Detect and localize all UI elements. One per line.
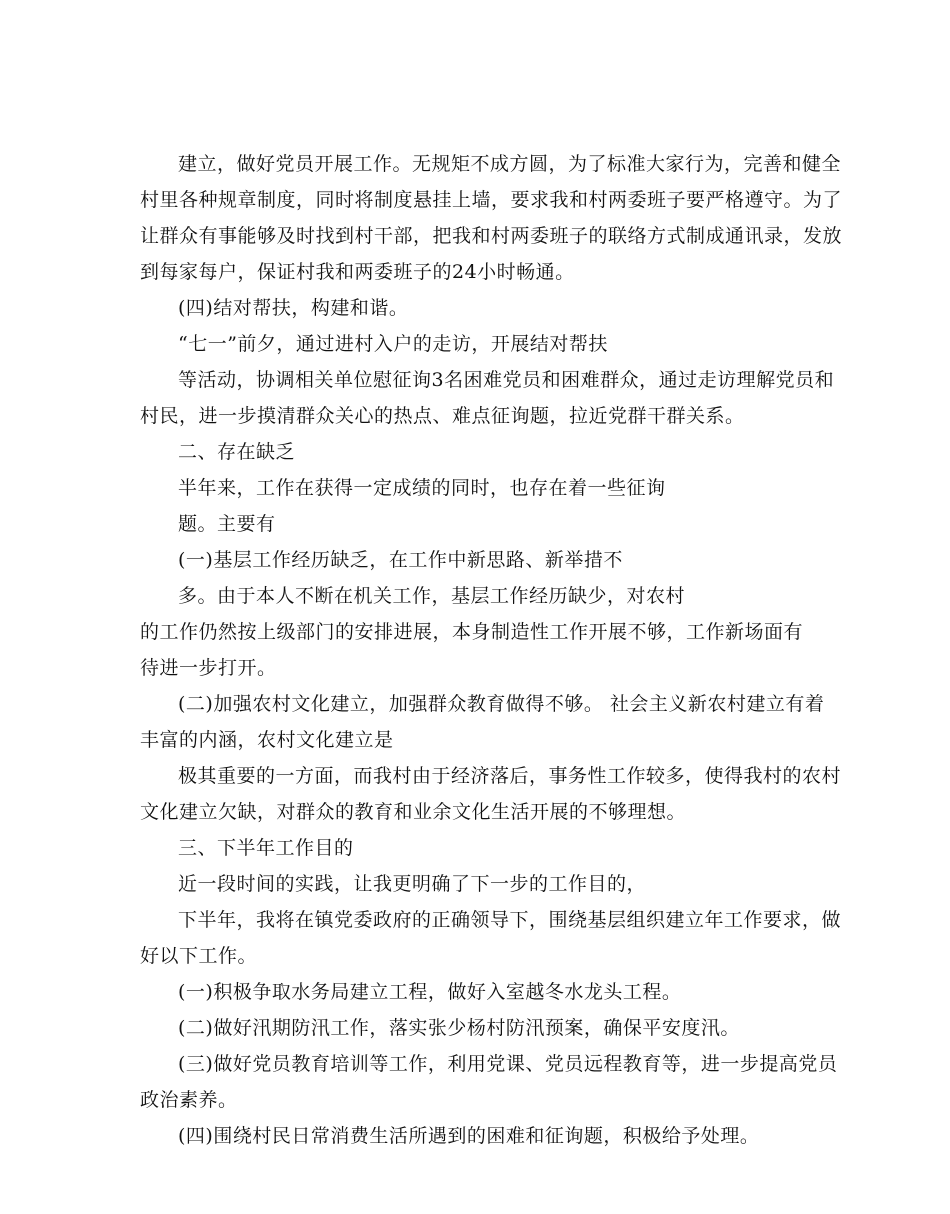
text-line: 近一段时间的实践，让我更明确了下一步的工作目的， <box>178 873 647 895</box>
text-line: (四)结对帮扶，构建和谐。 <box>178 297 409 319</box>
text-line: 建立，做好党员开展工作。无规矩不成方圆，为了标准大家行为，完善和健全 <box>178 153 842 175</box>
text-line: (一)基层工作经历缺乏，在工作中新思路、新举措不 <box>178 549 623 571</box>
text-line: 文化建立欠缺，对群众的教育和业余文化生活开展的不够理想。 <box>140 801 687 823</box>
section-heading: 三、下半年工作目的 <box>178 837 354 859</box>
text-line: 多。由于本人不断在机关工作，基层工作经历缺少，对农村 <box>178 585 686 607</box>
text-line: (一)积极争取水务局建立工程，做好入室越冬水龙头工程。 <box>178 981 682 1003</box>
text-line: 待进一步打开。 <box>140 657 277 679</box>
text-line: (二)做好汛期防汛工作，落实张少杨村防汛预案，确保平安度汛。 <box>178 1017 740 1039</box>
text-line: (四)围绕村民日常消费生活所遇到的困难和征询题，积极给予处理。 <box>178 1125 760 1147</box>
text-line: 丰富的内涵，农村文化建立是 <box>140 729 394 751</box>
text-line: 让群众有事能够及时找到村干部，把我和村两委班子的联络方式制成通讯录，发放 <box>140 225 843 247</box>
text-line: 的工作仍然按上级部门的安排进展，本身制造性工作开展不够，工作新场面有 <box>140 621 804 643</box>
text-line: (二)加强农村文化建立，加强群众教育做得不够。 社会主义新农村建立有着 <box>178 693 825 715</box>
text-line: 到每家每户，保证村我和两委班子的24小时畅通。 <box>140 261 575 283</box>
text-line: 半年来，工作在获得一定成绩的同时，也存在着一些征询 <box>178 477 666 499</box>
section-heading: 二、存在缺乏 <box>178 441 296 463</box>
text-line: 好以下工作。 <box>140 945 258 967</box>
text-line: (三)做好党员教育培训等工作，利用党课、党员远程教育等，进一步提高党员 <box>178 1053 838 1075</box>
text-line: 等活动，协调相关单位慰征询3名困难党员和困难群众，通过走访理解党员和 <box>178 369 835 391</box>
text-line: 村民，进一步摸清群众关心的热点、难点征询题，拉近党群干群关系。 <box>140 405 745 427</box>
text-line: 下半年，我将在镇党委政府的正确领导下，围绕基层组织建立年工作要求，做 <box>178 909 842 931</box>
text-line: 极其重要的一方面，而我村由于经济落后，事务性工作较多，使得我村的农村 <box>178 765 842 787</box>
text-line: 题。主要有 <box>178 513 276 535</box>
text-line: 村里各种规章制度，同时将制度悬挂上墙，要求我和村两委班子要严格遵守。为了 <box>140 189 843 211</box>
text-line: 政治素养。 <box>140 1089 238 1111</box>
text-line: “七一”前夕，通过进村入户的走访，开展结对帮扶 <box>178 333 608 355</box>
